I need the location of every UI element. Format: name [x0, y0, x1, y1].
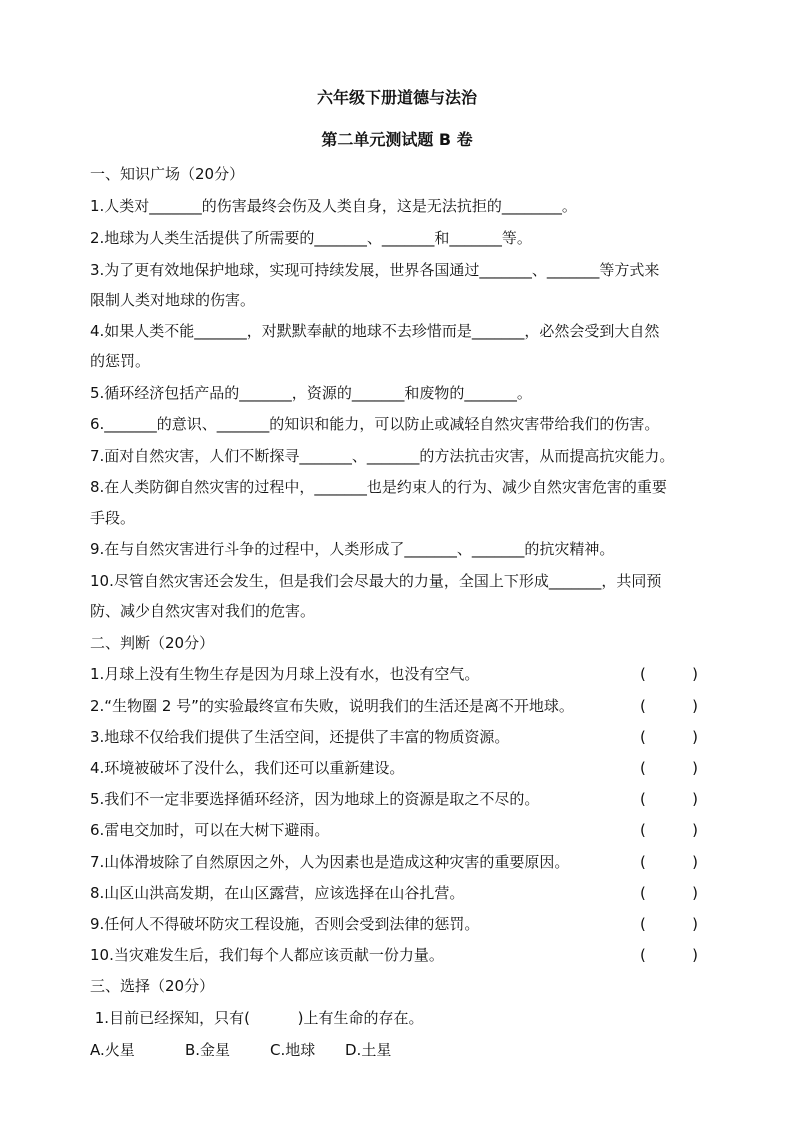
judge-question: 7.山体滑坡除了自然原因之外，人为因素也是造成这种灾害的重要原因。 [90, 853, 570, 871]
choice-option-a: A.火星 [90, 1041, 135, 1059]
fill-question: 4.如果人类不能_______，对默默奉献的地球不去珍惜而是_______，必然会受到大自然 [90, 322, 660, 340]
choice-question: 1.目前已经探知，只有( )上有生命的存在。 [90, 1009, 424, 1027]
judge-question: 4.环境被破坏了没什么，我们还可以重新建设。 [90, 759, 405, 777]
section3-heading: 三、选择（20分） [90, 977, 215, 995]
fill-question: 10.尽管自然灾害还会发生，但是我们会尽最大的力量，全国上下形成_______，共同预 [90, 572, 662, 590]
judge-question: 10.当灾难发生后，我们每个人都应该贡献一份力量。 [90, 946, 444, 964]
judge-question: 2.“生物圈 2 号”的实验最终宣布失败，说明我们的生活还是离不开地球。 [90, 697, 574, 715]
choice-option-d: D.土星 [345, 1041, 392, 1059]
judge-question: 5.我们不一定非要选择循环经济，因为地球上的资源是取之不尽的。 [90, 790, 540, 808]
fill-question: 8.在人类防御自然灾害的过程中，_______也是约束人的行为、减少自然灾害危害的重要 [90, 478, 667, 496]
fill-question: 5.循环经济包括产品的_______，资源的_______和废物的_______。 [90, 384, 532, 402]
fill-question-continued: 防、减少自然灾害对我们的危害。 [90, 602, 316, 620]
page-title: 六年级下册道德与法治 [316, 88, 477, 107]
judge-question: 6.雷电交加时，可以在大树下避雨。 [90, 821, 330, 839]
fill-question: 6._______的意识、_______的知识和能力，可以防止或减轻自然灾害带给我们的伤害。 [90, 415, 660, 433]
fill-question: 3.为了更有效地保护地球，实现可持续发展，世界各国通过_______、_______等方式来 [90, 261, 660, 279]
judge-question: 1.月球上没有生物生存是因为月球上没有水，也没有空气。 [90, 665, 480, 683]
fill-question: 9.在与自然灾害进行斗争的过程中，人类形成了_______、_______的抗灾精神。 [90, 540, 615, 558]
exam-page: 六年级下册道德与法治 第二单元测试题 B 卷 一、知识广场（20分） 1.人类对_______的伤害最终会伤及人类自身，这是无法抗拒的________。 2.地球为人类生活提供了所需要的_______、_______和_______等。 3.为了更有效地保护地球，实现可持续发展，世界各国通过_______、_______等方式来 限制人类对地球的伤害。 4.如果人类不能_______，对默默奉献的地球不去珍惜而是_______，必然会受到大自然 的惩罚。 5.循环经济包括产品的_______，资源的_______和废物的_______。 6._______的意识、_______的知识和能力，可以防止或减轻自然灾害带给我们的伤害。 7.面对自然灾害，人们不断探寻_______、_______的方法抗击灾害，从而提高抗灾能力。 8.在人类防御自然灾害的过程中，_______也是约束人的行为、减少自然灾害危害的重要 手段。 9.在与自然灾害进行斗争的过程中，人类形成了_______、_______的抗灾精神。 10.尽管自然灾害还会发生，但是我们会尽最大的力量，全国上下形成_______，共同预 防、减少自然灾害对我们的危害。 二、判断（20分） 1.月球上没有生物生存是因为月球上没有水，也没有空气。 ( ) 2.“生物圈 2 号”的实验最终宣布失败，说明我们的生活还是离不开地球。 ( ) 3.地球不仅给我们提供了生活空间，还提供了丰富的物质资源。 ( ) 4.环境被破坏了没什么，我们还可以重新建设。 ( ) 5.我们不一定非要选择循环经济，因为地球上的资源是取之不尽的。 ( ) 6.雷电交加时，可以在大树下避雨。 ( ) 7.山体滑坡除了自然原因之外，人为因素也是造成这种灾害的重要原因。 ( ) 8.山区山洪高发期，在山区露营，应该选择在山谷扎营。 ( ) 9.任何人不得破坏防灾工程设施，否则会受到法律的惩罚。 ( ) 10.当灾难发生后，我们每个人都应该贡献一份力量。 ( ) 三、选择（20分） 1.目前已经探知，只有( )上有生命的存在。 A.火星 B.金星 C.地球 D.土星 [0, 0, 794, 1123]
fill-question-continued: 手段。 [90, 509, 136, 527]
judge-question: 8.山区山洪高发期，在山区露营，应该选择在山谷扎营。 [90, 884, 465, 902]
choice-option-c: C.地球 [270, 1041, 316, 1059]
fill-question: 2.地球为人类生活提供了所需要的_______、_______和_______等。 [90, 229, 532, 247]
judge-question: 9.任何人不得破坏防灾工程设施，否则会受到法律的惩罚。 [90, 915, 480, 933]
fill-question-continued: 的惩罚。 [90, 352, 151, 370]
section1-heading: 一、知识广场（20分） [90, 165, 245, 183]
fill-question-continued: 限制人类对地球的伤害。 [90, 291, 256, 309]
page-subtitle: 第二单元测试题 B 卷 [321, 130, 473, 149]
section2-heading: 二、判断（20分） [90, 634, 215, 652]
choice-option-b: B.金星 [185, 1041, 231, 1059]
fill-question: 1.人类对_______的伤害最终会伤及人类自身，这是无法抗拒的________。 [90, 197, 577, 215]
fill-question: 7.面对自然灾害，人们不断探寻_______、_______的方法抗击灾害，从而提高抗灾能力。 [90, 447, 675, 465]
judge-question: 3.地球不仅给我们提供了生活空间，还提供了丰富的物质资源。 [90, 728, 510, 746]
